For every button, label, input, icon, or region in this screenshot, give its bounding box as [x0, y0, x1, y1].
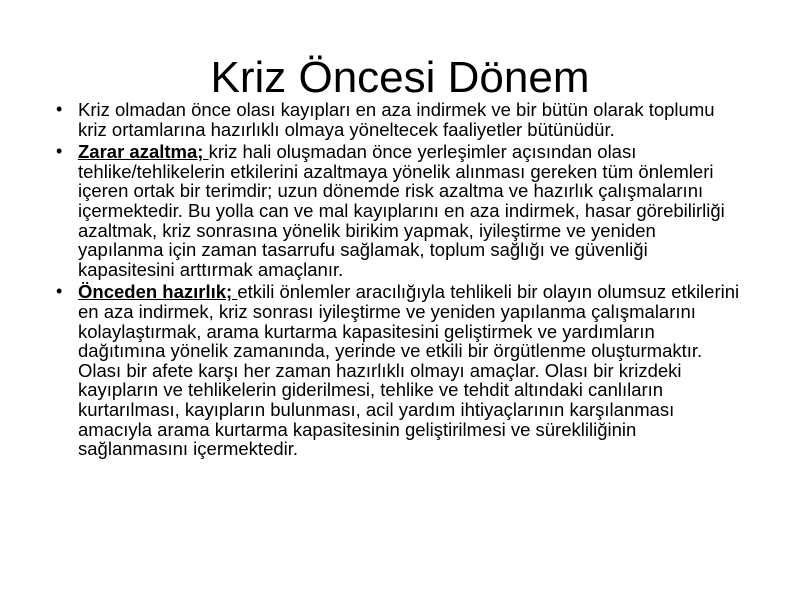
bullet-item-intro	[56, 100, 746, 139]
bullet-dot-icon: •	[56, 99, 63, 119]
bullet-item-zarar-azaltma	[56, 142, 746, 279]
bullet-text: etkili önlemler aracılığıyla tehlikeli bir olayın olumsuz etkilerini en aza indirmek, kriz sonrası iyileştirme ve yeniden yapılanma çalışmalarını kolaylaştırmak, arama kurtarma kapasitesini geliştirmek ve yardımların dağıtımına yönelik zamanında, yerinde ve etkili bir örgütlenme oluşturmaktır. Olası bir afete karşı her zaman hazırlıklı olmayı amaçlar. Olası bir krizdeki kayıpların ve tehlikelerin giderilmesi, tehlike ve tehdit altındaki canlıların kurtarılması, kayıpların bulunması, acil yardım ihtiyaçlarının karşılanması amacıyla arama kurtarma kapasitesinin geliştirilmesi ve sürekliliğinin sağlanmasını içermektedir.	[78, 281, 740, 460]
bullet-dot-icon: •	[56, 141, 63, 162]
bullet-item-onceden-hazirlik	[56, 282, 746, 458]
bullet-text: kriz hali oluşmadan önce yerleşimler açısından olası tehlike/tehlikelerin etkilerini azaltmaya yönelik alınması gereken tüm önlemleri içeren ortak bir terimdir; uzun dönemde risk azaltma ve hazırlık çalışmalarını içermektedir. Bu yolla can ve mal kayıplarını en aza indirmek, hasar görebilirliği azaltmak, kriz sonrasına yönelik birikim yapmak, iyileştirme ve yeniden yapılanma için zaman tasarrufu sağlamak, toplum sağlığı ve güvenliği kapasitesini arttırmak amaçlanır.	[78, 141, 725, 280]
bullet-term: Zarar azaltma;	[78, 141, 209, 163]
bullet-text: Kriz olmadan önce olası kayıpları en aza indirmek ve bir bütün olarak toplumu kriz ortamlarına hazırlıklı olmaya yöneltecek faaliyetler bütünüdür.	[78, 99, 715, 140]
bullet-dot-icon: •	[56, 281, 63, 302]
slide-title: Kriz Öncesi Dönem	[210, 53, 590, 102]
bullet-list	[56, 100, 746, 462]
bullet-term: Önceden hazırlık;	[78, 281, 238, 303]
